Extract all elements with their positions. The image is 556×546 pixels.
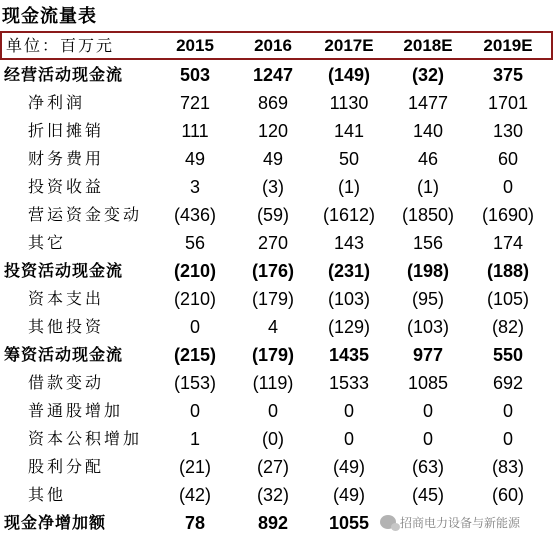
row-label: 财务费用 [28,149,105,168]
table-cell: 692 [492,373,524,393]
table-cell: 78 [184,513,206,533]
table-cell: (59) [256,205,289,225]
table-cell: 1247 [252,65,294,85]
table-cell: 0 [422,429,433,449]
row-label: 股利分配 [28,457,105,476]
table-cell: (1850) [401,205,455,225]
table-cell: 977 [412,345,444,365]
table-cell: 1 [189,429,200,449]
table-cell: 1085 [407,373,449,393]
row-label: 筹资活动现金流 [4,345,124,364]
table-cell: 0 [343,429,354,449]
table-cell: (210) [173,289,217,309]
table-cell: 46 [417,149,439,169]
table-cell: 0 [502,177,513,197]
unit-label: 单位：百万元 [6,36,115,55]
table-cell: (179) [251,345,295,365]
year-header: 2015 [176,36,214,55]
table-cell: (105) [486,289,530,309]
table-cell: (153) [173,373,217,393]
table-cell: (198) [406,261,450,281]
table-cell: 1055 [328,513,370,533]
table-cell: 1435 [328,345,370,365]
table-cell: (42) [178,485,211,505]
table-cell: 60 [497,149,519,169]
table-cell: 1477 [407,93,449,113]
table-row [0,173,556,201]
table-cell: 892 [257,513,289,533]
table-cell: 174 [492,233,524,253]
table-cell: (215) [173,345,217,365]
table-row [0,89,556,117]
table-cell: (32) [256,485,289,505]
row-label: 资本支出 [28,289,105,308]
row-label: 营运资金变动 [28,205,143,224]
wechat-icon [380,515,396,529]
table-cell: 49 [262,149,284,169]
table-cell: (0) [262,429,284,449]
table-cell: 0 [343,401,354,421]
table-cell: (188) [486,261,530,281]
table-cell: (179) [251,289,295,309]
page-title: 现金流量表 [2,6,97,27]
table-cell: 550 [492,345,524,365]
table-row [0,201,556,229]
table-cell: (49) [332,457,365,477]
row-label: 普通股增加 [28,401,124,420]
table-cell: 140 [412,121,444,141]
table-cell: (119) [252,373,294,393]
table-cell: 50 [338,149,360,169]
table-row [0,145,556,173]
table-cell: (1690) [481,205,535,225]
table-row [0,481,556,509]
row-label: 净利润 [28,93,86,112]
table-cell: 4 [267,317,278,337]
row-label: 投资活动现金流 [4,261,124,280]
table-cell: (231) [327,261,371,281]
table-cell: 3 [189,177,200,197]
table-cell: 120 [257,121,289,141]
table-cell: 0 [267,401,278,421]
table-row [0,425,556,453]
table-cell: 1130 [329,93,369,113]
table-cell: 1701 [487,93,529,113]
watermark-text: 招商电力设备与新能源 [400,515,521,530]
table-cell: (176) [251,261,295,281]
table-row [0,313,556,341]
table-cell: (60) [491,485,524,505]
row-label: 经营活动现金流 [4,65,124,84]
table-cell: (3) [262,177,284,197]
table-cell: 111 [181,121,209,141]
table-cell: (1) [417,177,439,197]
table-cell: 503 [179,65,211,85]
table-cell: (436) [173,205,217,225]
row-label: 其他投资 [28,317,105,336]
table-cell: (103) [327,289,371,309]
table-cell: (103) [406,317,450,337]
table-cell: (32) [411,65,444,85]
table-cell: (82) [491,317,524,337]
table-row [0,61,556,89]
table-header-row [0,32,556,60]
watermark [380,512,520,532]
year-header: 2018E [403,36,453,55]
table-cell: 0 [422,401,433,421]
table-cell: 270 [257,233,289,253]
table-cell: 375 [492,65,524,85]
row-label: 折旧摊销 [28,121,105,140]
table-cell: 143 [333,233,365,253]
row-label: 其他 [28,485,67,504]
table-row [0,369,556,397]
table-cell: 869 [257,93,289,113]
table-cell: (49) [332,485,365,505]
row-label: 其它 [28,233,67,252]
table-cell: (27) [256,457,289,477]
table-cell: 49 [184,149,206,169]
table-cell: (95) [411,289,444,309]
table-cell: (129) [327,317,371,337]
table-row [0,257,556,285]
table-cell: 721 [179,93,211,113]
table-cell: 141 [333,121,365,141]
table-cell: 0 [502,429,513,449]
table-cell: (21) [178,457,211,477]
table-cell: 0 [189,317,200,337]
year-header: 2016 [254,36,292,55]
table-cell: 156 [412,233,444,253]
table-cell: 0 [502,401,513,421]
table-cell: (1) [338,177,360,197]
row-label: 现金净增加额 [4,513,107,532]
table-row [0,285,556,313]
table-row [0,229,556,257]
row-label: 借款变动 [28,373,105,392]
table-cell: 130 [492,121,524,141]
table-row [0,397,556,425]
table-cell: (45) [411,485,444,505]
table-cell: (1612) [322,205,376,225]
table-cell: (63) [411,457,444,477]
table-cell: 56 [184,233,206,253]
table-cell: 1533 [328,373,370,393]
year-header: 2017E [324,36,374,55]
table-cell: (83) [491,457,524,477]
table-row [0,117,556,145]
row-label: 投资收益 [28,177,105,196]
table-cell: (149) [327,65,371,85]
year-header: 2019E [483,36,533,55]
row-label: 资本公积增加 [28,429,143,448]
table-cell: (210) [173,261,217,281]
table-row [0,453,556,481]
table-cell: 0 [189,401,200,421]
table-row [0,341,556,369]
